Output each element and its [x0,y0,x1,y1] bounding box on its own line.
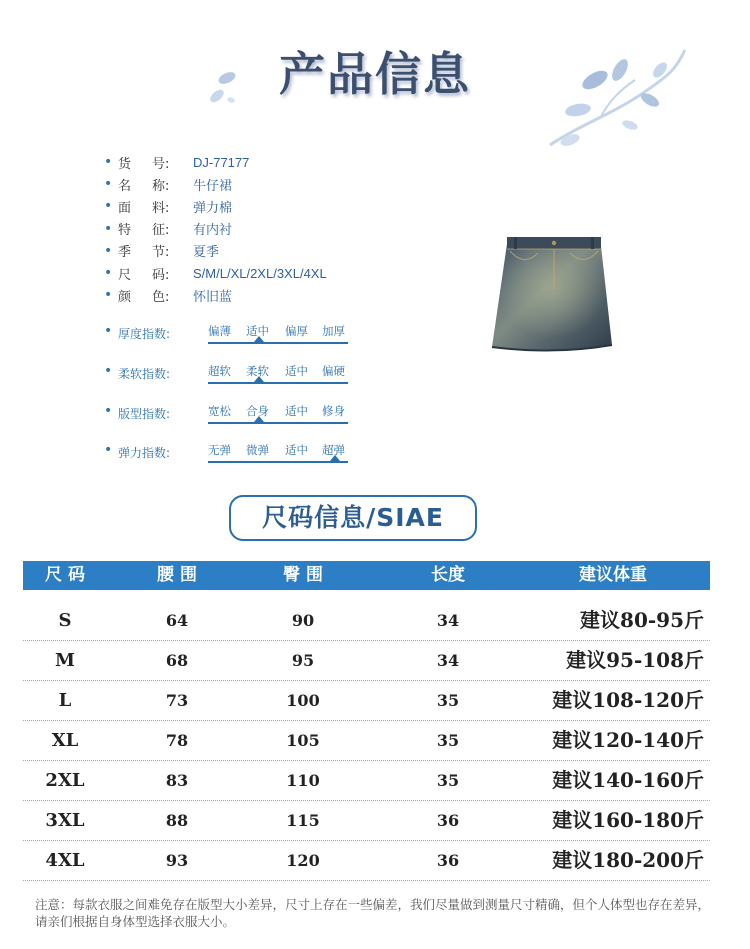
table-row: XL 78 105 35 建议120-140斤 [23,721,710,761]
thickness-selected-marker [254,336,264,342]
softness-scale: 超软 柔软 适中 偏硬 [208,363,354,389]
feature-value: 有内衬 [193,222,233,238]
size-info-title: 尺码信息/SIAE [229,495,477,541]
header-hip: 臀 围 [283,565,323,585]
header-size: 尺 码 [45,565,85,585]
softness-index: • 柔软指数: 超软 柔软 适中 偏硬 [104,363,354,389]
header-waist: 腰 围 [157,565,197,585]
sizing-note: 注意：每款衣服之间难免存在版型大小差异，尺寸上存在一些偏差，我们尽量做到测量尺寸精确，但个人体型也存在差异，请亲们根据自身体型选择衣服大小。 [35,897,711,929]
table-row: 4XL 93 120 36 建议180-200斤 [23,841,710,881]
color-value: 怀旧蓝 [193,288,233,304]
fit-scale: 宽松 合身 适中 修身 [208,403,354,429]
branch-decoration-icon [540,40,690,160]
denim-skirt-image [488,233,620,357]
info-row-season: • 季 节: 夏季 [104,242,220,261]
product-info-list [104,151,327,306]
table-row: 3XL 88 115 36 建议160-180斤 [23,801,710,841]
fit-selected-marker [254,416,264,422]
elasticity-selected-marker [330,455,340,461]
info-row-name: • 名 称: 牛仔裙 [104,176,233,194]
name-value: 牛仔裙 [193,177,233,193]
thickness-index: • 厚度指数: 偏薄 适中 偏厚 加厚 [104,323,354,349]
elasticity-index: • 弹力指数: 无弹 微弹 适中 超弹 [104,442,354,468]
fabric-value: 弹力棉 [193,199,233,215]
fit-index: • 版型指数: 宽松 合身 适中 修身 [104,403,354,429]
leaf-decoration-icon [205,66,245,116]
table-row: M 68 95 34 建议95-108斤 [23,641,710,681]
header-weight: 建议体重 [579,565,647,585]
table-row: S 64 90 34 建议80-95斤 [23,601,710,641]
info-row-feature: • 特 征: 有内衬 [104,220,233,239]
elasticity-scale: 无弹 微弹 适中 超弹 [208,442,354,468]
softness-selected-marker [254,376,264,382]
table-row: 2XL 83 110 35 建议140-160斤 [23,761,710,801]
page-title: 产品信息 [279,47,471,101]
info-row-color: • 颜 色: 怀旧蓝 [104,287,233,305]
info-row-sizes: • 尺 码: S/M/L/XL/2XL/3XL/4XL [104,265,327,283]
header-length: 长度 [431,565,465,585]
season-value: 夏季 [193,244,220,260]
thickness-scale: 偏薄 适中 偏厚 加厚 [208,323,354,349]
info-row-item-no: • 货 号: DJ-77177 [104,154,250,172]
item-no-value: DJ-77177 [193,154,250,170]
sizes-value: S/M/L/XL/2XL/3XL/4XL [193,265,327,281]
info-row-fabric: • 面 料: 弹力棉 [104,198,233,216]
table-row: L 73 100 35 建议108-120斤 [23,681,710,721]
size-table-header [23,561,710,590]
